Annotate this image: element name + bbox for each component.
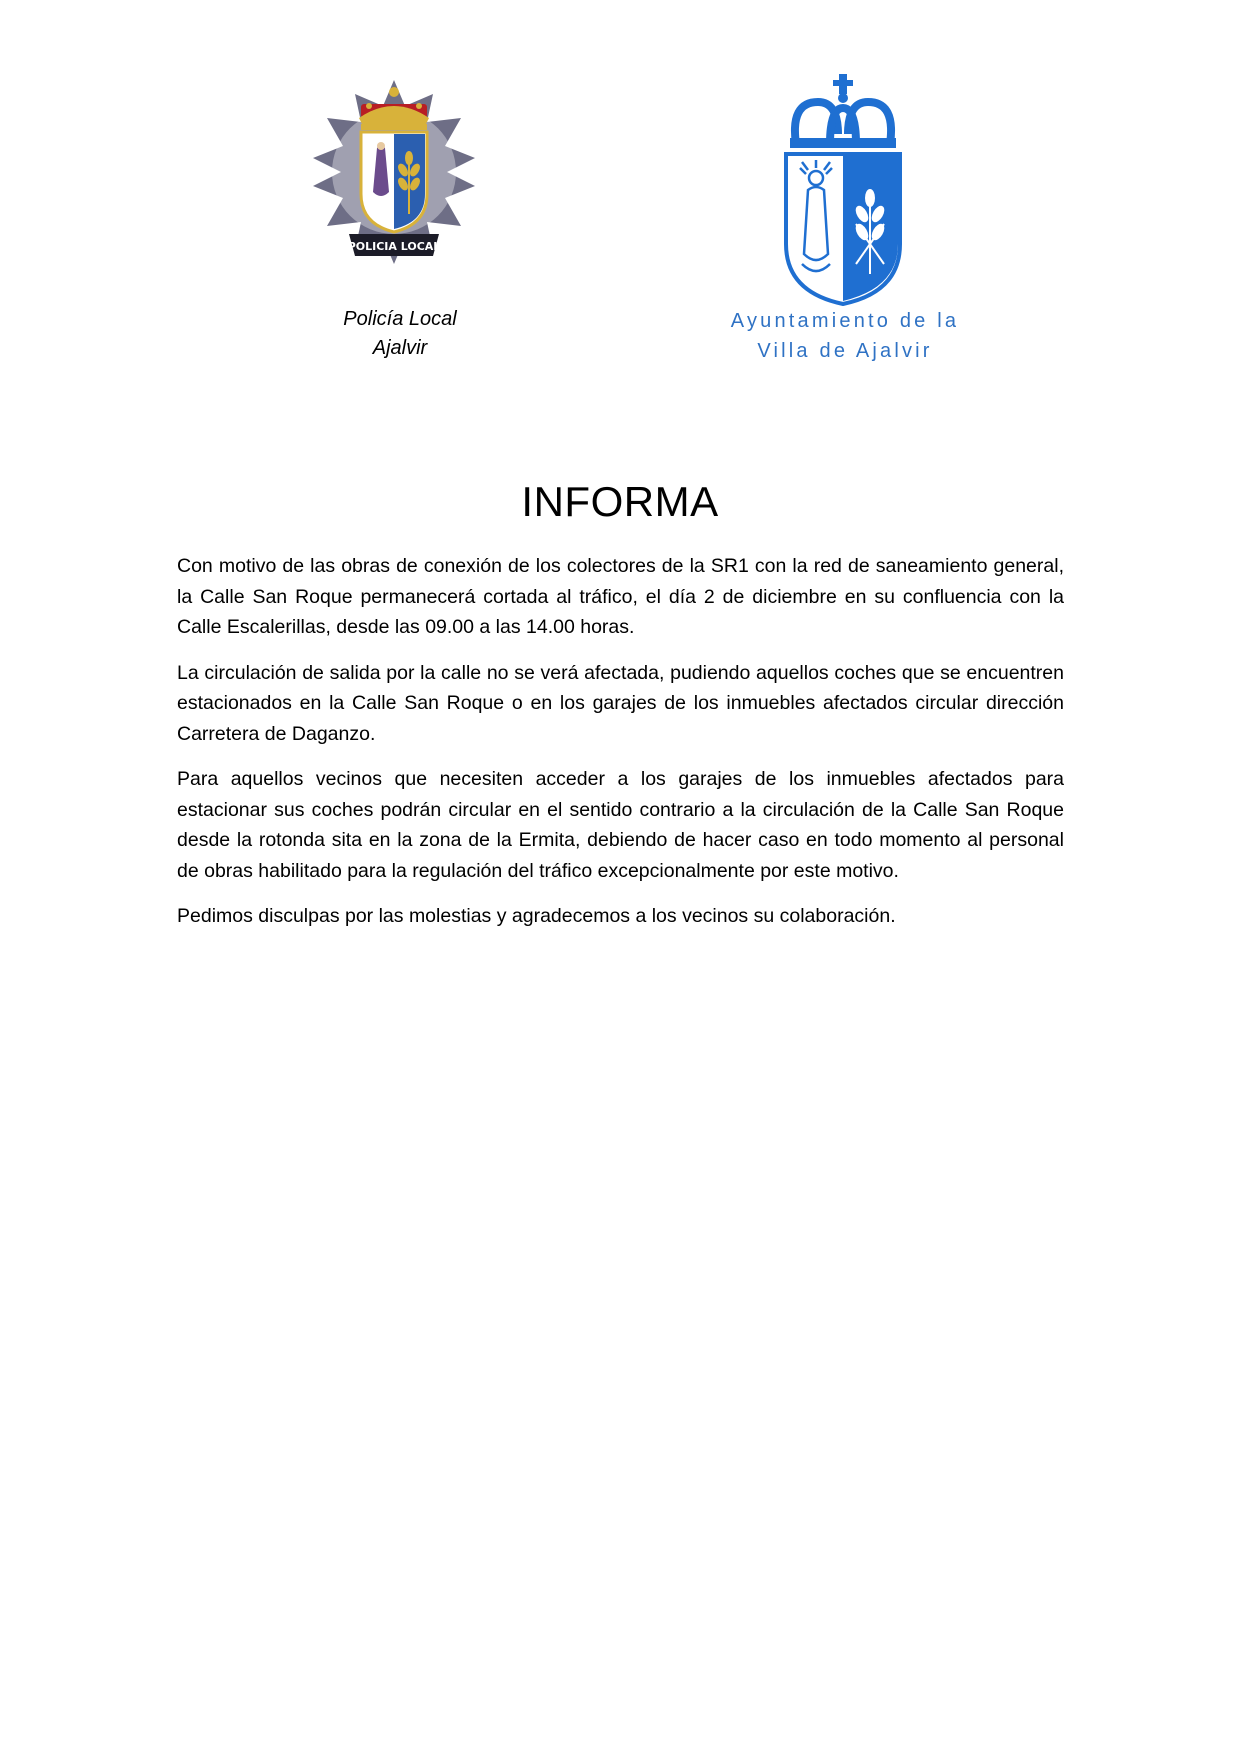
- council-caption: [700, 306, 990, 366]
- policia-local-badge-icon: [309, 74, 479, 270]
- notice-paragraph: La circulación de salida por la calle no se verá afectada, pudiendo aquellos coches que se encuentren estacionados en la Calle San Roque o en los garajes de los inmuebles afectados circular dirección Carretera de Daganzo.: [177, 661, 1064, 745]
- notice-body: [177, 551, 1064, 947]
- notice-paragraph: Pedimos disculpas por las molestias y agradecemos a los vecinos su colaboración.: [177, 905, 896, 927]
- police-caption: [300, 305, 500, 363]
- police-caption-line2: Ajalvir: [372, 337, 428, 359]
- ajalvir-coat-of-arms-icon: [780, 74, 906, 306]
- notice-title: INFORMA: [521, 478, 719, 525]
- police-badge-text: POLICIA LOCAL: [347, 240, 441, 253]
- notice-paragraph: Para aquellos vecinos que necesiten acceder a los garajes de los inmuebles afectados para estacionar sus coches podrán circular en el sentido contrario a la circulación de la Calle San Roque desde la rotonda sita en la zona de la Ermita, debiendo de hacer caso en todo momento al personal de obras habilitado para la regulación del tráfico excepcionalmente por este motivo.: [177, 768, 1064, 882]
- council-caption-line1: Ayuntamiento de la: [730, 310, 960, 332]
- notice-paragraph: Con motivo de las obras de conexión de los colectores de la SR1 con la red de saneamiento general, la Calle San Roque permanecerá cortada al tráfico, el día 2 de diciembre en su confluencia con la Calle Escalerillas, desde las 09.00 a las 14.00 horas.: [177, 555, 1064, 638]
- police-caption-line1: Policía Local: [343, 308, 457, 330]
- council-caption-line2: Villa de Ajalvir: [757, 340, 933, 362]
